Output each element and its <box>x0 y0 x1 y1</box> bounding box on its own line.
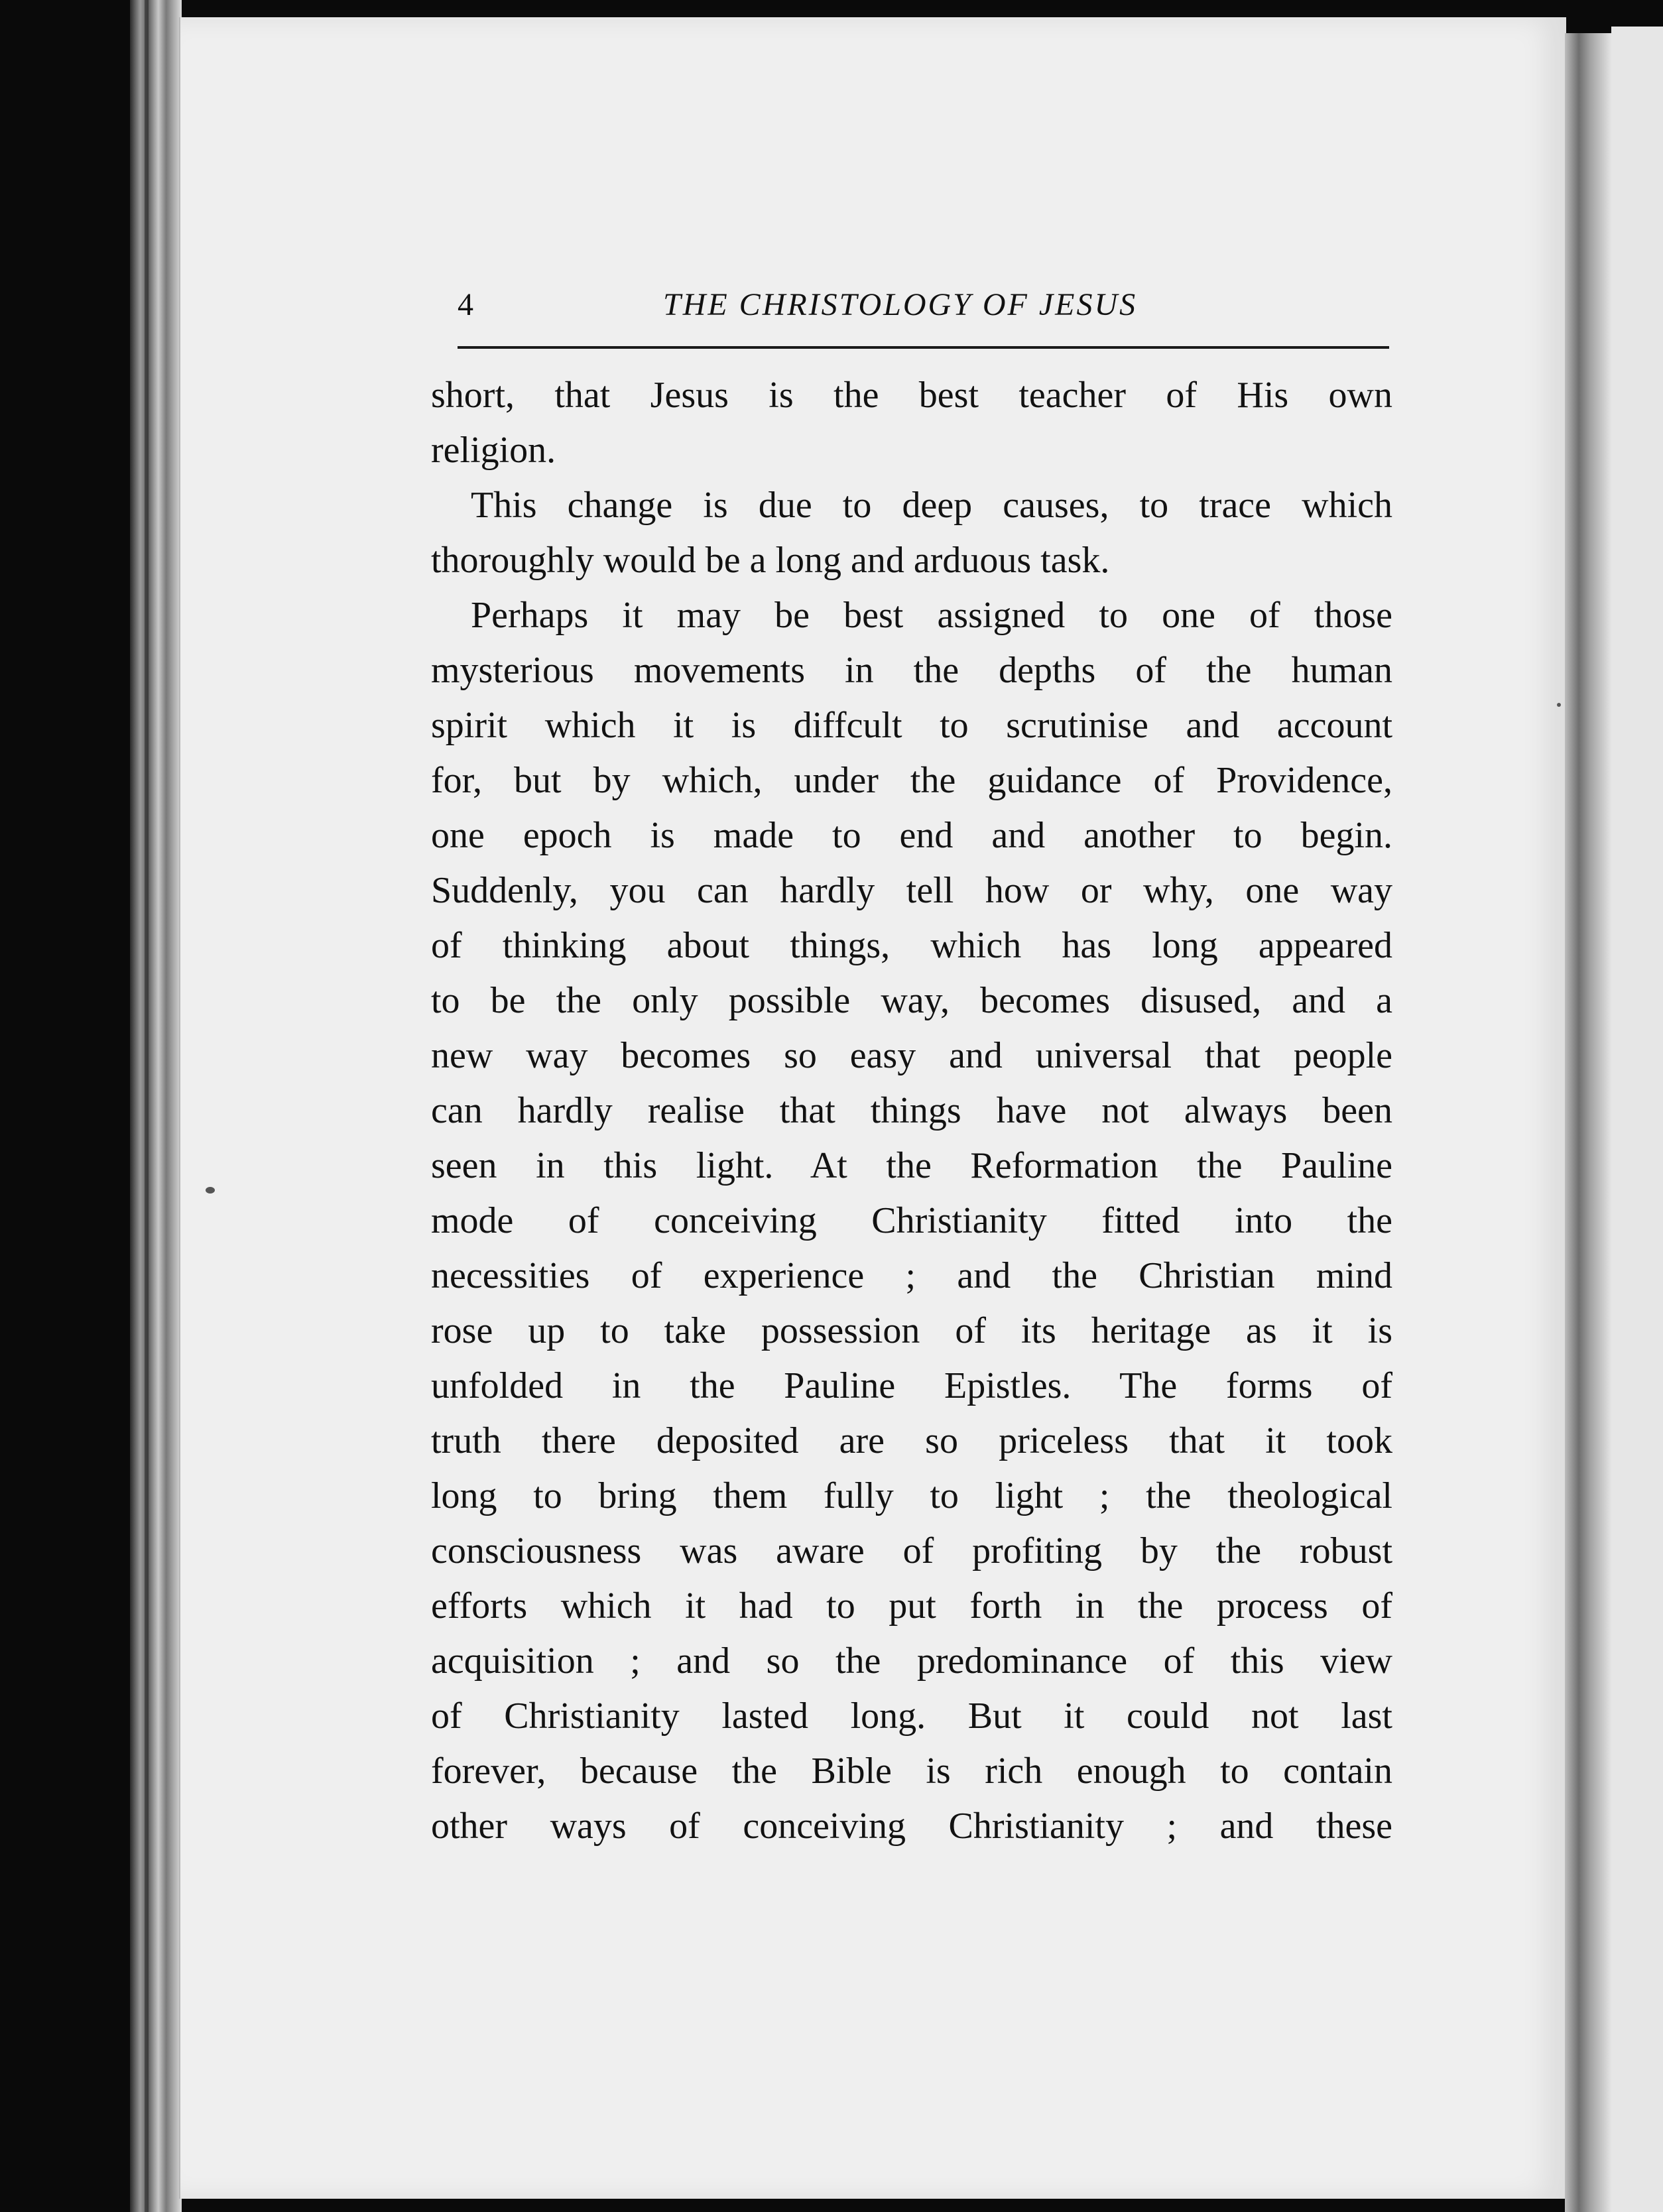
text-line: spirit which it is diffcult to scrutinise and account <box>431 705 1392 746</box>
text-line: mysterious movements in the depths of the human <box>431 650 1392 691</box>
scan-border-top <box>0 0 1663 17</box>
running-title: THE CHRISTOLOGY OF JESUS <box>663 287 1138 322</box>
text-line: efforts which it had to put forth in the process of <box>431 1585 1392 1627</box>
text-line: one epoch is made to end and another to begin. <box>431 815 1392 856</box>
text-line: This change is due to deep causes, to trace which <box>471 485 1392 526</box>
page-gutter-right <box>1565 33 1611 2212</box>
text-line: Perhaps it may be best assigned to one of those <box>471 595 1392 636</box>
text-line: religion. <box>431 430 556 471</box>
text-line: Suddenly, you can hardly tell how or why, one way <box>431 870 1392 911</box>
text-line: rose up to take possession of its heritage as it is <box>431 1310 1392 1351</box>
text-line: short, that Jesus is the best teacher of His own <box>431 375 1392 416</box>
body-text <box>431 368 1392 1854</box>
facing-page-edge <box>1611 27 1663 2212</box>
text-line: for, but by which, under the guidance of Providence, <box>431 760 1392 801</box>
page-number: 4 <box>458 287 473 322</box>
text-line: seen in this light. At the Reformation the Pauline <box>431 1145 1392 1186</box>
text-line: unfolded in the Pauline Epistles. The forms of <box>431 1365 1392 1406</box>
text-line: thoroughly would be a long and arduous task. <box>431 540 1110 581</box>
text-line: mode of conceiving Christianity fitted into the <box>431 1200 1392 1241</box>
text-line: can hardly realise that things have not always been <box>431 1090 1392 1131</box>
text-line: other ways of conceiving Christianity ; and these <box>431 1806 1392 1847</box>
text-line: forever, because the Bible is rich enough to contain <box>431 1751 1392 1792</box>
scan-speck <box>1557 703 1561 707</box>
header-rule <box>458 346 1389 349</box>
running-header <box>458 282 1386 328</box>
book-spine-edge <box>130 0 182 2212</box>
text-line: necessities of experience ; and the Christian mind <box>431 1255 1392 1296</box>
text-line: of Christianity lasted long. But it could not last <box>431 1695 1392 1737</box>
text-line: to be the only possible way, becomes disused, and a <box>431 980 1392 1021</box>
text-line: truth there deposited are so priceless that it took <box>431 1420 1392 1461</box>
text-line: of thinking about things, which has long appeared <box>431 925 1392 966</box>
text-line: long to bring them fully to light ; the theological <box>431 1475 1392 1516</box>
text-line: new way becomes so easy and universal that people <box>431 1035 1392 1076</box>
scan-speck <box>206 1187 215 1194</box>
text-line: acquisition ; and so the predominance of this view <box>431 1640 1392 1682</box>
text-line: consciousness was aware of profiting by the robust <box>431 1530 1392 1571</box>
